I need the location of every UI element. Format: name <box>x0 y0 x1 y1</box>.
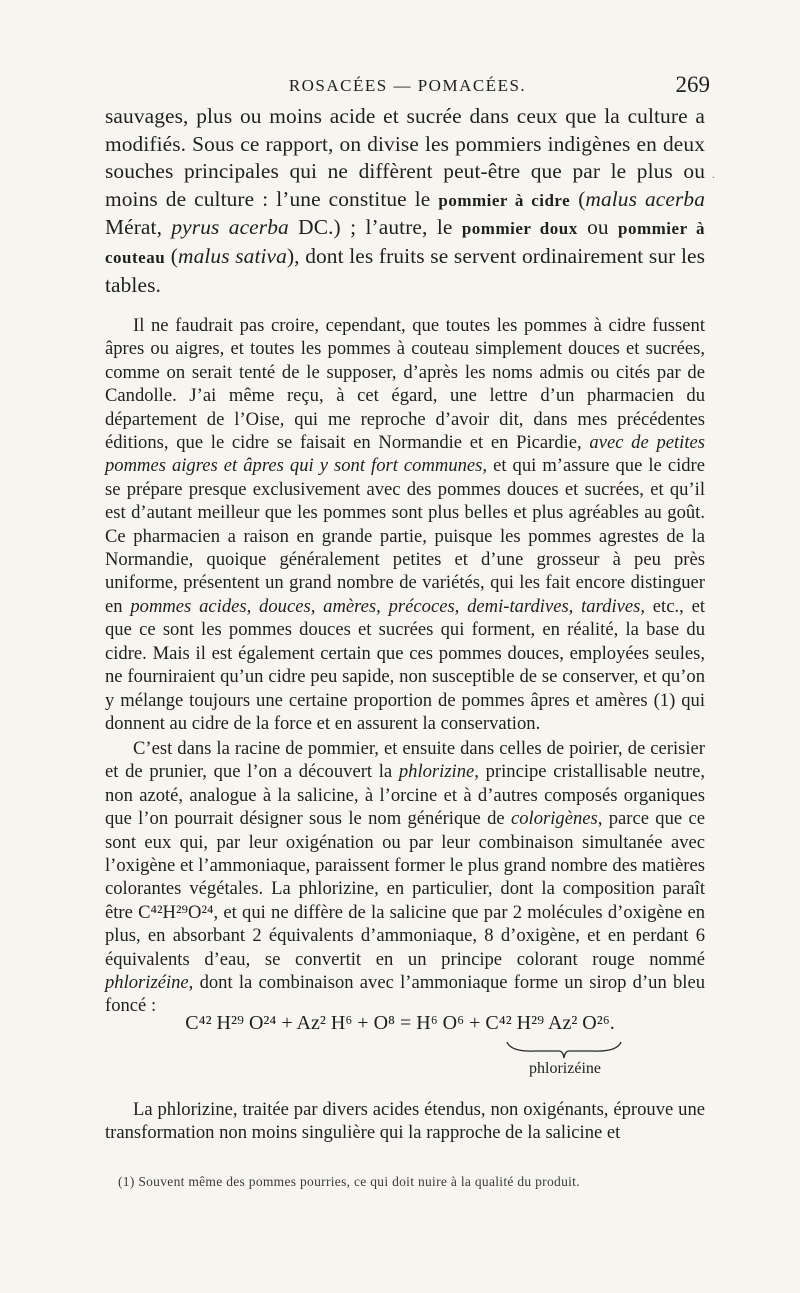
term-pommier-doux: pommier doux <box>461 219 578 239</box>
term-phlorizine: phlorizine, <box>398 761 479 783</box>
latin-name-malus-acerba: malus acerba <box>585 186 706 211</box>
term-pommier-a-couteau: pommier à couteau <box>105 219 705 267</box>
page-number: 269 <box>675 72 710 97</box>
term-pommier-a-cidre: pommier à cidre <box>438 190 571 210</box>
page-header <box>105 74 710 98</box>
paragraph-transformation: La phlorizine, traitée par divers acides étendus, non oxigénants, éprouve une transformation non moins singulière qui la rapproche de la salicine et <box>105 1099 705 1144</box>
paragraph-phlorizine: C’est dans la racine de pommier, et ensuite dans celles de poirier, de cerisier et de prunier, que l’on a découvert la phlorizine, principe cristallisable neutre, non azoté, analogue à la salicine, à l’orcine et à d’autres composés organiques que l’on pourrait désigner sous le nom générique de colorigènes, parce que ce sont eux qui, par leur oxigénation ou par leur combinaison simultanée avec l’oxigène et l’ammoniaque, paraissent former le plus grand nombre des matières colorantes végétales. La phlorizine, en particulier, dont la composition paraît être C⁴²H²⁹O²⁴, et qui ne diffère de la salicine que par 2 molécules d’oxigène en plus, en absorbant 2 équivalents d’ammoniaque, 8 d’oxigène, et en perdant 6 équivalents d’eau, se convertit en un principe colorant rouge nommé phlorizéine, dont la combinaison avec l’ammoniaque forme un sirop d’un bleu foncé : <box>105 738 705 1017</box>
chemical-formula-inline: C⁴²H²⁹O²⁴ <box>138 901 214 923</box>
paragraph-pommes-a-cidre: Il ne faudrait pas croire, cependant, que toutes les pommes à cidre fussent âpres ou aigres, et toutes les pommes à couteau simplement douces et sucrées, comme on serait tenté de le supposer, d’après les noms admis ou cités par de Candolle. J’ai même reçu, à cet égard, une lettre d’un pharmacien du département de l’Oise, qui me reproche d’avoir dit, dans mes précédentes éditions, que le cidre se faisait en Normandie et en Picardie, avec de petites pommes aigres et âpres qui y sont fort communes, et qui m’assure que le cidre se prépare presque exclusivement avec des pommes douces et sucrées, et qu’il est d’autant meilleur que les pommes sont plus belles et plus agréables au goût. Ce pharmacien a raison en grande partie, puisque les pommes agrestes de la Normandie, quoique généralement petites et d’une grosseur à peu près uniforme, présentent un grand nombre de variétés, qui les fait encore distinguer en pommes acides, douces, amères, précoces, demi-tardives, tardives, etc., et que ce sont les pommes douces et sucrées qui forment, en réalité, la base du cidre. Mais il est également certain que ces pommes douces, employées seules, ne fourniraient qu’un cidre peu sapide, non susceptible de se conserver, et qu’on y mélange toujours une certaine proportion de pommes âpres et amères (1) qui donnent au cidre de la force et en assurent la conservation. <box>105 315 705 734</box>
equation-label: phlorizéine <box>529 1060 601 1077</box>
latin-name-pyrus-acerba: pyrus acerba <box>171 215 289 240</box>
underbrace <box>505 1040 623 1060</box>
term-colorigenes: colorigènes, <box>511 808 603 830</box>
latin-name-malus-sativa: malus sativa <box>178 243 287 268</box>
footnote: (1) Souvent même des pommes pourries, ce qui doit nuire à la qualité du produit. <box>118 1174 580 1189</box>
italic-quote-pommes-aigres: avec de petites pommes aigres et âpres qui y sont fort communes, <box>105 432 705 477</box>
running-head: ROSACÉES — POMACÉES. <box>288 76 527 95</box>
margin-dot: . <box>712 170 715 181</box>
term-phlorizeine: phlorizéine <box>105 972 189 994</box>
italic-list-varietes: pommes acides, douces, amères, précoces, demi-tardives, tardives, <box>130 595 645 617</box>
paragraph-pommier-souches: sauvages, plus ou moins acide et sucrée dans ceux que la culture a modifiés. Sous ce rapport, on divise les pommiers indigènes en deux souches principales qui ne diffèrent peut-être que par le plus ou moins de culture : l’une constitue le pommier à cidre (malus acerba Mérat, pyrus acerba DC.) ; l’autre, le pommier doux ou pommier à couteau (malus sativa), dont les fruits se servent ordinairement sur les tables. <box>105 104 706 297</box>
chemical-equation: C⁴² H²⁹ O²⁴ + Az² H⁶ + O⁸ = H⁶ O⁶ + C⁴² H²⁹ Az² O²⁶. <box>185 1012 615 1034</box>
